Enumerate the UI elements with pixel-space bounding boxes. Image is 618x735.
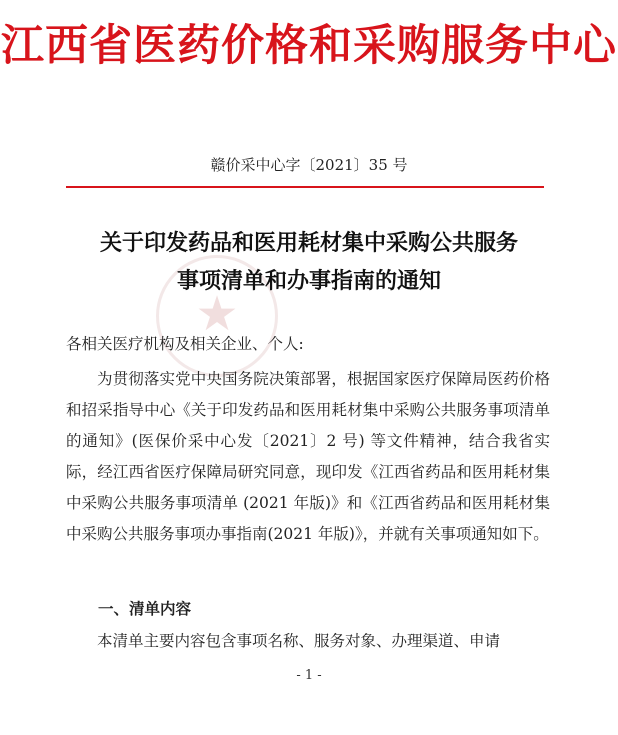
document-title [40,224,578,300]
page-number: - 1 - [296,668,322,683]
org-header-title: 江西省医药价格和采购服务中心 [1,21,617,71]
paragraph-1: 为贯彻落实党中央国务院决策部署，根据国家医疗保障局医药价格和招采指导中心《关于印发药品和医用耗材集中采购公共服务事项清单的通知》(医保价采中心发〔2021〕2 号) 等文件精神，结合我省实际，经江西省医疗保障局研究同意，现印发《江西省药品和医用耗材集中采购公共服务事项清单 (2021 年版)》和《江西省药品和医用耗材集中采购公共服务事项办事指南(2021 年版)》，并就有关事项通知如下。 [66,370,550,543]
section-1-text [66,626,550,657]
salutation: 各相关医疗机构及相关企业、个人: [66,335,304,353]
document-number: 赣价采中心字〔2021〕35 号 [210,156,408,174]
body-text [66,364,550,550]
seal-star-icon: ★ [195,286,239,342]
red-divider-line [66,186,544,188]
paragraph-2: 本清单主要内容包含事项名称、服务对象、办理渠道、申请 [97,632,501,650]
title-line-1: 关于印发药品和医用耗材集中采购公共服务 [99,230,518,256]
title-line-2: 事项清单和办事指南的通知 [176,268,441,294]
section-heading-1: 一、清单内容 [98,600,192,618]
